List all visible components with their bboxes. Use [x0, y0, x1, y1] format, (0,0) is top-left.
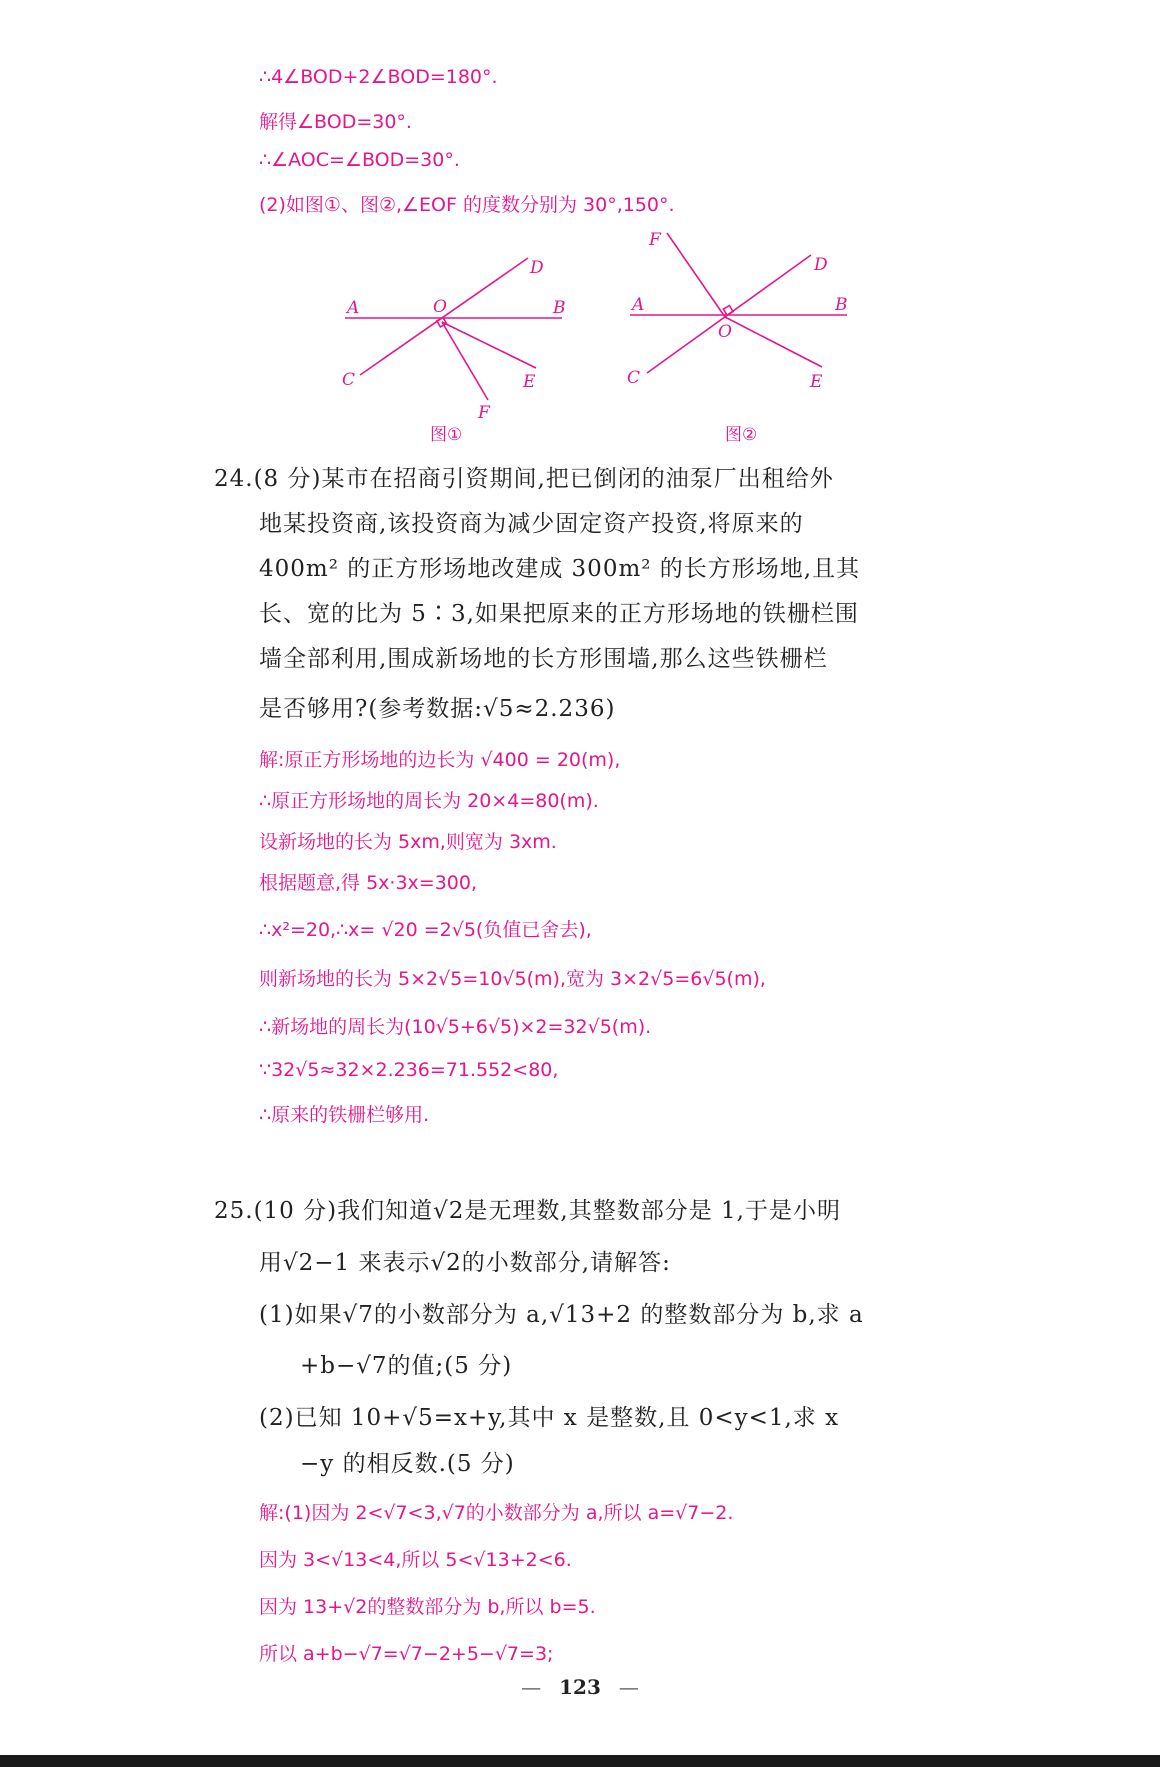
question-24-line: 长、宽的比为 5∶3,如果把原来的正方形场地的铁栅栏围 — [259, 601, 859, 627]
right-angle-mark — [437, 317, 447, 327]
point-label-d: D — [530, 258, 544, 278]
point-label-e: E — [523, 372, 536, 392]
figure-1-caption: 图① — [430, 425, 463, 445]
solution-line: ∴原来的铁栅栏够用. — [259, 1104, 430, 1126]
question-25-line: 25.(10 分)我们知道√2是无理数,其整数部分是 1,于是小明 — [214, 1198, 841, 1224]
bottom-bar — [0, 1755, 1160, 1767]
point-label-e: E — [810, 372, 823, 392]
solution-line: ∴原正方形场地的周长为 20×4=80(m). — [259, 790, 599, 812]
point-label-a: A — [347, 298, 360, 318]
page-number — [0, 1675, 1160, 1699]
solution-line: ∴∠AOC=∠BOD=30°. — [259, 149, 460, 171]
solution-line: 解:原正方形场地的边长为 √400 = 20(m), — [259, 749, 621, 771]
solution-line: 设新场地的长为 5xm,则宽为 3xm. — [259, 831, 557, 853]
solution-line: ∴4∠BOD+2∠BOD=180°. — [259, 66, 498, 88]
figure-2-caption: 图② — [725, 425, 758, 445]
solution-line: 因为 13+√2的整数部分为 b,所以 b=5. — [259, 1596, 596, 1618]
ray-oe — [725, 317, 822, 367]
figure-1-diagram — [330, 240, 580, 450]
solution-line: 因为 3<√13<4,所以 5<√13+2<6. — [259, 1549, 572, 1571]
point-label-c: C — [627, 368, 641, 388]
figure-2-diagram — [615, 225, 865, 450]
point-label-b: B — [835, 295, 848, 315]
page-number-dash-left: — — [521, 1675, 542, 1699]
solution-line: 解:(1)因为 2<√7<3,√7的小数部分为 a,所以 a=√7−2. — [259, 1502, 734, 1524]
question-25-line: (1)如果√7的小数部分为 a,√13+2 的整数部分为 b,求 a — [259, 1302, 864, 1328]
point-label-o: O — [433, 297, 447, 317]
question-25-line: +b−√7的值;(5 分) — [300, 1353, 513, 1379]
question-25-line: (2)已知 10+√5=x+y,其中 x 是整数,且 0<y<1,求 x — [259, 1405, 840, 1431]
page-number-dash-right: — — [618, 1675, 639, 1699]
solution-line: 根据题意,得 5x·3x=300, — [259, 872, 478, 894]
solution-line: ∴x²=20,∴x= √20 =2√5(负值已舍去), — [259, 919, 592, 941]
point-label-f: F — [649, 230, 661, 250]
right-angle-mark — [723, 306, 733, 316]
question-24-line: 是否够用?(参考数据:√5≈2.236) — [259, 696, 616, 722]
question-24-line: 24.(8 分)某市在招商引资期间,把已倒闭的油泵厂出租给外 — [214, 466, 834, 492]
point-label-b: B — [553, 298, 566, 318]
solution-line: ∵32√5≈32×2.236=71.552<80, — [259, 1059, 559, 1081]
ray-of — [667, 233, 725, 317]
page-number-value: 123 — [559, 1675, 601, 1699]
question-24-line: 墙全部利用,围成新场地的长方形围墙,那么这些铁栅栏 — [259, 646, 828, 672]
question-25-line: −y 的相反数.(5 分) — [300, 1451, 515, 1477]
question-25-line: 用√2−1 来表示√2的小数部分,请解答: — [259, 1250, 671, 1276]
point-label-f: F — [478, 403, 490, 423]
point-label-d: D — [814, 255, 828, 275]
question-24-line: 400m² 的正方形场地改建成 300m² 的长方形场地,且其 — [259, 556, 861, 582]
question-24-line: 地某投资商,该投资商为减少固定资产投资,将原来的 — [259, 511, 804, 537]
point-label-a: A — [632, 295, 645, 315]
solution-line: (2)如图①、图②,∠EOF 的度数分别为 30°,150°. — [259, 194, 675, 216]
point-label-c: C — [342, 370, 356, 390]
solution-line: ∴新场地的周长为(10√5+6√5)×2=32√5(m). — [259, 1016, 652, 1038]
point-label-o: O — [718, 322, 732, 342]
solution-line: 则新场地的长为 5×2√5=10√5(m),宽为 3×2√5=6√5(m), — [259, 968, 766, 990]
solution-line: 解得∠BOD=30°. — [259, 111, 412, 133]
solution-line: 所以 a+b−√7=√7−2+5−√7=3; — [259, 1643, 554, 1665]
